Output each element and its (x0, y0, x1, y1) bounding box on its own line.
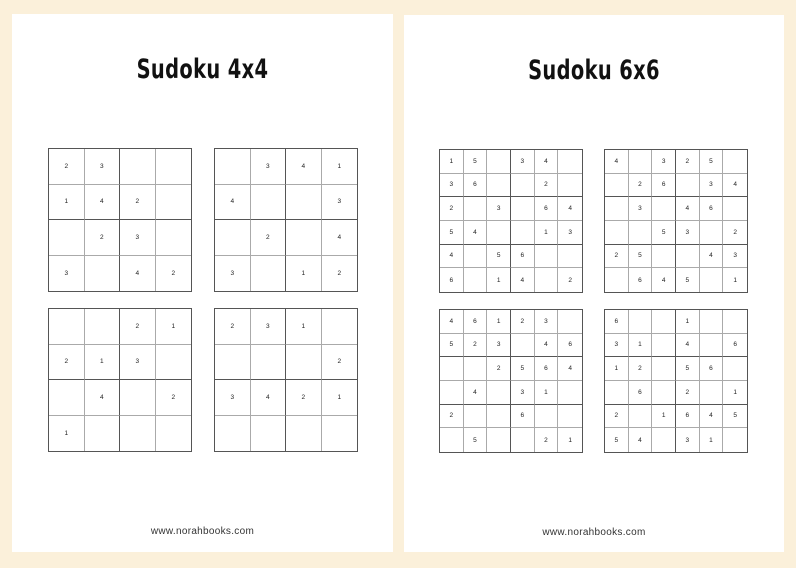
sudoku-cell (652, 428, 676, 452)
sudoku-cell: 5 (464, 428, 488, 452)
sudoku-cell: 5 (605, 428, 629, 452)
sudoku-cell: 4 (676, 334, 700, 358)
sudoku-cell (558, 174, 582, 198)
sudoku-cell: 4 (85, 185, 121, 221)
sudoku-cell: 1 (629, 334, 653, 358)
sudoku-cell: 1 (49, 185, 85, 221)
sudoku-cell (156, 149, 192, 185)
sudoku-cell: 2 (322, 345, 358, 381)
sudoku-6x6-grid-4 (604, 309, 748, 453)
sudoku-cell (156, 416, 192, 452)
sudoku-cell (251, 185, 287, 221)
sudoku-cell: 2 (535, 174, 559, 198)
sudoku-cell: 1 (286, 309, 322, 345)
sudoku-cell (156, 185, 192, 221)
sudoku-cell: 6 (629, 381, 653, 405)
sudoku-cell: 3 (440, 174, 464, 198)
sudoku-cell: 1 (440, 150, 464, 174)
sudoku-cell (251, 345, 287, 381)
sudoku-cell (464, 405, 488, 429)
sudoku-cell (464, 268, 488, 292)
sudoku-cell (487, 428, 511, 452)
sudoku-cell: 6 (700, 357, 724, 381)
sudoku-cell: 6 (535, 357, 559, 381)
sudoku-cell: 3 (535, 310, 559, 334)
sudoku-cell: 2 (676, 381, 700, 405)
sudoku-cell: 2 (464, 334, 488, 358)
sudoku-cell (605, 381, 629, 405)
sudoku-cell: 6 (700, 197, 724, 221)
sudoku-cell (251, 256, 287, 292)
sudoku-cell: 3 (215, 380, 251, 416)
sudoku-cell: 5 (464, 150, 488, 174)
sudoku-cell: 3 (723, 245, 747, 269)
sudoku-cell (652, 310, 676, 334)
sudoku-cell: 4 (629, 428, 653, 452)
sudoku-cell: 1 (487, 310, 511, 334)
sudoku-cell (629, 221, 653, 245)
sudoku-cell: 2 (120, 309, 156, 345)
sudoku-cell: 6 (511, 405, 535, 429)
sudoku-cell: 2 (85, 220, 121, 256)
sudoku-cell (558, 310, 582, 334)
sudoku-cell: 3 (49, 256, 85, 292)
sudoku-cell: 5 (511, 357, 535, 381)
sudoku-cell: 4 (286, 149, 322, 185)
sudoku-cell (286, 220, 322, 256)
sudoku-cell: 2 (156, 380, 192, 416)
sudoku-cell (49, 220, 85, 256)
sudoku-cell (322, 309, 358, 345)
page-title: Sudoku 6x6 (528, 55, 660, 86)
sudoku-cell: 3 (605, 334, 629, 358)
footer-url: www.norahbooks.com (150, 526, 255, 537)
sudoku-cell (440, 357, 464, 381)
sudoku-cell (629, 310, 653, 334)
sudoku-cell (440, 428, 464, 452)
sudoku-cell (120, 380, 156, 416)
sudoku-cell (49, 380, 85, 416)
page-title: Sudoku 4x4 (136, 54, 269, 85)
sudoku-cell: 4 (85, 380, 121, 416)
sudoku-cell: 3 (629, 197, 653, 221)
sudoku-cell (511, 174, 535, 198)
sudoku-cell (215, 416, 251, 452)
sudoku-cell: 6 (558, 334, 582, 358)
sudoku-6x6-grid-1 (439, 149, 583, 293)
sudoku-cell: 1 (322, 380, 358, 416)
sudoku-cell (440, 381, 464, 405)
sudoku-cell (676, 174, 700, 198)
sudoku-cell: 6 (511, 245, 535, 269)
sudoku-cell: 4 (700, 405, 724, 429)
sudoku-cell (120, 149, 156, 185)
sudoku-4x4-grid-2 (214, 148, 358, 292)
sudoku-cell: 4 (723, 174, 747, 198)
sudoku-6x6-grid-3 (439, 309, 583, 453)
sudoku-cell: 6 (629, 268, 653, 292)
sudoku-cell (652, 245, 676, 269)
sudoku-cell (487, 174, 511, 198)
sudoku-cell: 3 (676, 221, 700, 245)
sudoku-cell: 2 (629, 174, 653, 198)
sudoku-cell: 3 (120, 345, 156, 381)
sudoku-cell (464, 197, 488, 221)
sudoku-cell: 4 (652, 268, 676, 292)
sudoku-cell: 5 (652, 221, 676, 245)
sudoku-cell: 3 (251, 149, 287, 185)
sudoku-cell: 5 (440, 221, 464, 245)
sudoku-cell (723, 357, 747, 381)
sudoku-cell: 3 (120, 220, 156, 256)
sudoku-cell: 3 (322, 185, 358, 221)
sudoku-cell (676, 245, 700, 269)
left-page (12, 14, 393, 552)
sudoku-cell (487, 381, 511, 405)
sudoku-cell (464, 245, 488, 269)
sudoku-cell (286, 345, 322, 381)
sudoku-cell: 4 (322, 220, 358, 256)
sudoku-cell (700, 221, 724, 245)
sudoku-cell: 6 (464, 310, 488, 334)
sudoku-cell (629, 150, 653, 174)
sudoku-cell (215, 220, 251, 256)
sudoku-cell: 2 (440, 197, 464, 221)
sudoku-cell: 2 (629, 357, 653, 381)
sudoku-cell: 3 (487, 334, 511, 358)
sudoku-cell: 3 (251, 309, 287, 345)
sudoku-cell: 1 (85, 345, 121, 381)
sudoku-cell (85, 309, 121, 345)
sudoku-4x4-grid-1 (48, 148, 192, 292)
sudoku-cell: 2 (337, 269, 342, 277)
sudoku-cell (723, 428, 747, 452)
sudoku-cell: 2 (120, 185, 156, 221)
sudoku-cell (558, 381, 582, 405)
sudoku-cell: 2 (440, 405, 464, 429)
sudoku-cell: 1 (652, 405, 676, 429)
sudoku-cell: 3 (511, 381, 535, 405)
sudoku-cell (700, 334, 724, 358)
sudoku-cell (652, 197, 676, 221)
sudoku-cell (85, 416, 121, 452)
sudoku-cell: 6 (440, 268, 464, 292)
sudoku-cell: 5 (723, 405, 747, 429)
sudoku-cell: 1 (535, 381, 559, 405)
sudoku-cell (652, 381, 676, 405)
sudoku-cell: 4 (215, 185, 251, 221)
sudoku-cell: 5 (676, 268, 700, 292)
sudoku-cell (464, 357, 488, 381)
sudoku-cell: 5 (629, 245, 653, 269)
sudoku-cell (535, 245, 559, 269)
sudoku-cell: 3 (652, 150, 676, 174)
sudoku-cell: 2 (605, 245, 629, 269)
sudoku-cell (605, 221, 629, 245)
sudoku-cell (605, 174, 629, 198)
sudoku-cell: 2 (286, 380, 322, 416)
sudoku-cell (652, 334, 676, 358)
sudoku-cell: 4 (700, 245, 724, 269)
sudoku-cell: 3 (676, 428, 700, 452)
sudoku-cell: 4 (558, 357, 582, 381)
sudoku-cell: 2 (511, 310, 535, 334)
sudoku-cell (85, 256, 121, 292)
sudoku-cell: 6 (535, 197, 559, 221)
sudoku-6x6-grid-2 (604, 149, 748, 293)
sudoku-cell: 1 (535, 221, 559, 245)
sudoku-cell: 6 (652, 174, 676, 198)
sudoku-cell: 4 (251, 380, 287, 416)
sudoku-cell: 2 (723, 221, 747, 245)
sudoku-cell: 1 (487, 268, 511, 292)
sudoku-cell (511, 428, 535, 452)
sudoku-cell: 5 (487, 245, 511, 269)
sudoku-cell: 3 (215, 256, 251, 292)
sudoku-cell: 3 (511, 150, 535, 174)
sudoku-cell: 2 (535, 428, 559, 452)
sudoku-cell: 4 (535, 150, 559, 174)
sudoku-cell (700, 310, 724, 334)
sudoku-cell: 2 (605, 405, 629, 429)
sudoku-cell (487, 221, 511, 245)
right-page (404, 15, 784, 552)
sudoku-cell: 1 (723, 381, 747, 405)
sudoku-cell: 3 (487, 197, 511, 221)
sudoku-cell (700, 381, 724, 405)
sudoku-cell (558, 405, 582, 429)
sudoku-cell: 4 (464, 381, 488, 405)
sudoku-cell: 1 (286, 256, 322, 292)
sudoku-cell (511, 221, 535, 245)
sudoku-cell (723, 150, 747, 174)
sudoku-cell (286, 416, 322, 452)
sudoku-cell: 2 (171, 269, 176, 277)
sudoku-cell: 2 (676, 150, 700, 174)
sudoku-cell: 3 (700, 174, 724, 198)
sudoku-cell: 5 (440, 334, 464, 358)
sudoku-cell: 4 (558, 197, 582, 221)
sudoku-cell (487, 405, 511, 429)
sudoku-cell (511, 334, 535, 358)
sudoku-cell: 6 (464, 174, 488, 198)
sudoku-cell: 4 (511, 268, 535, 292)
sudoku-cell (629, 405, 653, 429)
sudoku-cell (652, 357, 676, 381)
sudoku-cell (605, 268, 629, 292)
sudoku-cell: 1 (568, 436, 572, 444)
sudoku-cell (535, 405, 559, 429)
sudoku-cell (487, 150, 511, 174)
sudoku-cell: 4 (120, 256, 156, 292)
sudoku-cell: 3 (85, 149, 121, 185)
sudoku-cell (723, 310, 747, 334)
sudoku-cell (251, 416, 287, 452)
sudoku-cell: 1 (605, 357, 629, 381)
sudoku-cell (215, 345, 251, 381)
sudoku-cell (605, 197, 629, 221)
sudoku-cell: 1 (322, 149, 358, 185)
sudoku-cell: 2 (487, 357, 511, 381)
sudoku-cell: 6 (723, 334, 747, 358)
sudoku-cell (723, 197, 747, 221)
sudoku-cell (156, 345, 192, 381)
sudoku-cell: 2 (568, 276, 572, 284)
sudoku-cell (49, 309, 85, 345)
sudoku-cell: 1 (676, 310, 700, 334)
sudoku-cell: 5 (676, 357, 700, 381)
sudoku-4x4-grid-3 (48, 308, 192, 452)
sudoku-cell: 1 (49, 416, 85, 452)
sudoku-cell: 4 (464, 221, 488, 245)
sudoku-cell (120, 416, 156, 452)
sudoku-cell: 4 (440, 245, 464, 269)
sudoku-cell (558, 245, 582, 269)
sudoku-cell: 4 (440, 310, 464, 334)
sudoku-cell (511, 197, 535, 221)
sudoku-cell: 4 (535, 334, 559, 358)
sudoku-cell: 4 (605, 150, 629, 174)
sudoku-cell: 1 (156, 309, 192, 345)
sudoku-cell: 2 (251, 220, 287, 256)
sudoku-cell (535, 268, 559, 292)
sudoku-cell: 2 (49, 345, 85, 381)
sudoku-cell (156, 220, 192, 256)
sudoku-cell: 5 (700, 150, 724, 174)
sudoku-cell: 4 (676, 197, 700, 221)
sudoku-cell: 2 (49, 149, 85, 185)
footer-url: www.norahbooks.com (542, 527, 646, 538)
sudoku-cell (215, 149, 251, 185)
sudoku-4x4-grid-4 (214, 308, 358, 452)
sudoku-cell (558, 150, 582, 174)
sudoku-cell: 1 (700, 428, 724, 452)
sudoku-cell (286, 185, 322, 221)
sudoku-cell (700, 268, 724, 292)
sudoku-cell: 2 (215, 309, 251, 345)
sudoku-cell (322, 416, 358, 452)
sudoku-cell: 6 (676, 405, 700, 429)
sudoku-cell: 6 (605, 310, 629, 334)
sudoku-cell: 3 (558, 221, 582, 245)
sudoku-cell: 1 (733, 276, 737, 284)
